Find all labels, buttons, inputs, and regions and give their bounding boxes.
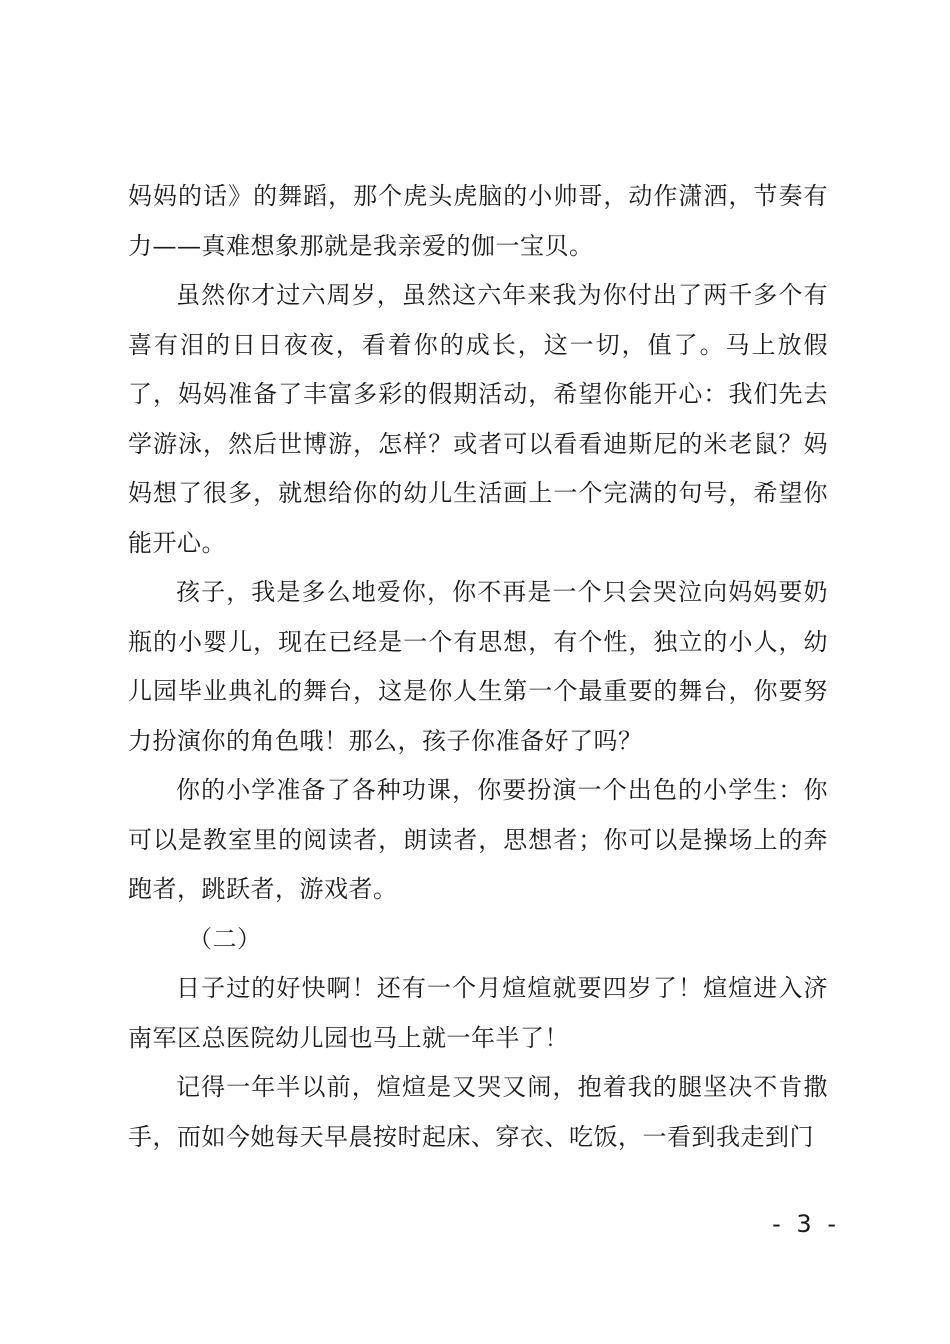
paragraph-3: 孩子，我是多么地爱你，你不再是一个只会哭泣向妈妈要奶瓶的小婴儿，现在已经是一个有思想，有个性，独立的小人，幼儿园毕业典礼的舞台，这是你人生第一个最重要的舞台，你要努力扮演你的角色哦！那么，孩子你准备好了吗？ [128,578,828,755]
paragraph-1: 妈妈的话》的舞蹈，那个虎头虎脑的小帅哥，动作潇洒，节奏有力——真难想象那就是我亲爱的伽一宝贝。 [128,182,828,260]
page-number: - 3 - [772,1210,840,1238]
paragraph-2: 虽然你才过六周岁，虽然这六年来我为你付出了两千多个有喜有泪的日日夜夜，看着你的成长，这一切，值了。马上放假了，妈妈准备了丰富多彩的假期活动，希望你能开心：我们先去学游泳，然后世博游，怎样？或者可以看看迪斯尼的米老鼠？妈妈想了很多，就想给你的幼儿生活画上一个完满的句号，希望你能开心。 [128,281,828,557]
paragraph-5: 日子过的好快啊！还有一个月煊煊就要四岁了！煊煊进入济南军区总医院幼儿园也马上就一年半了！ [128,974,828,1052]
paragraph-6: 记得一年半以前，煊煊是又哭又闹，抱着我的腿坚决不肯撒手，而如今她每天早晨按时起床、穿衣、吃饭，一看到我走到门 [128,1073,828,1151]
document-body [128,172,828,1162]
section-heading: （二） [188,924,262,953]
paragraph-4: 你的小学准备了各种功课，你要扮演一个出色的小学生：你可以是教室里的阅读者，朗读者，思想者；你可以是操场上的奔跑者，跳跃者，游戏者。 [128,776,828,903]
